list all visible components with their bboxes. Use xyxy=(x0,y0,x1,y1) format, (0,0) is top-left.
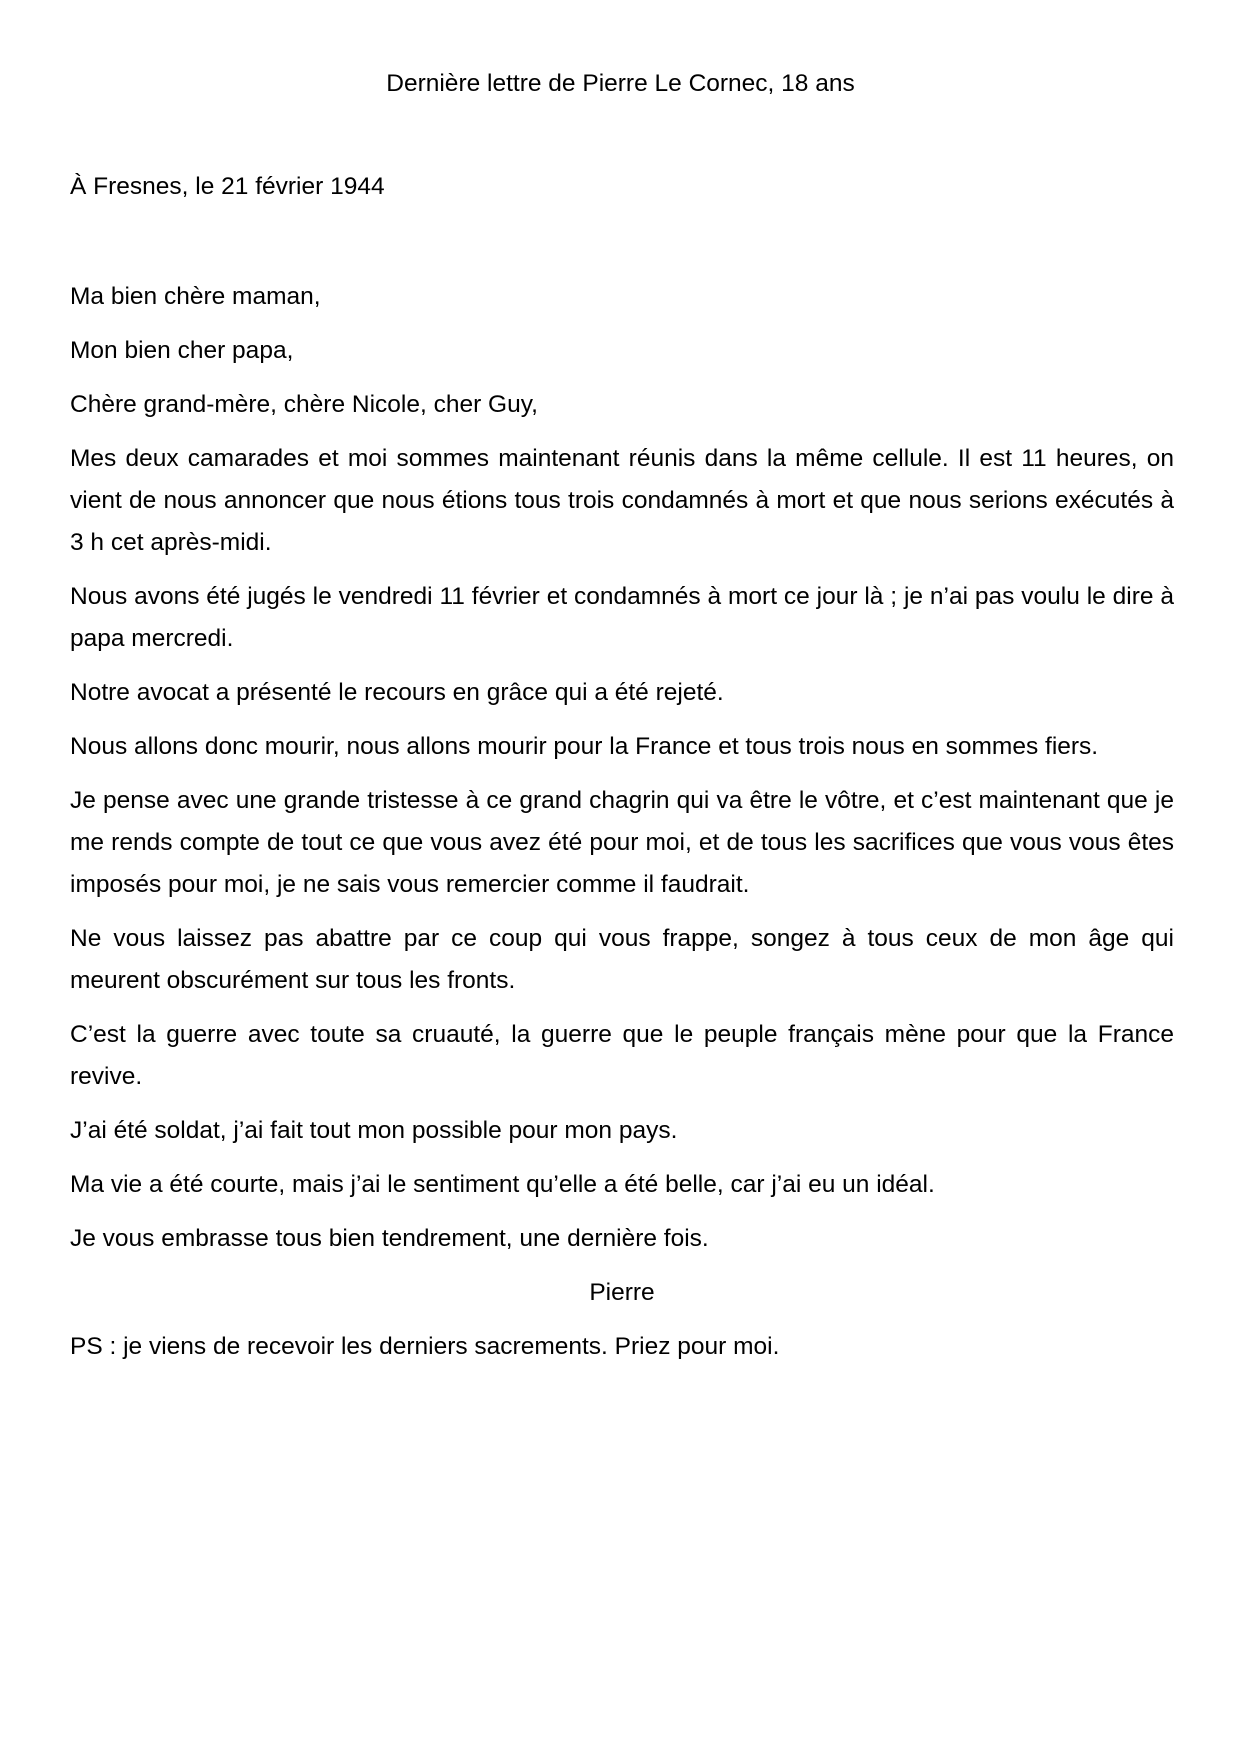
document-title: Dernière lettre de Pierre Le Cornec, 18 ans xyxy=(386,70,855,97)
signature: Pierre xyxy=(589,1279,655,1306)
paragraph: J’ai été soldat, j’ai fait tout mon possible pour mon pays. xyxy=(70,1117,678,1144)
paragraph: Notre avocat a présenté le recours en grâce qui a été rejeté. xyxy=(70,679,724,706)
date-line: À Fresnes, le 21 février 1944 xyxy=(70,173,385,200)
letter-body xyxy=(70,276,1174,1380)
paragraph: C’est la guerre avec toute sa cruauté, la guerre que le peuple français mène pour que la France revive. xyxy=(70,1021,1174,1090)
paragraph: Nous allons donc mourir, nous allons mourir pour la France et tous trois nous en sommes fiers. xyxy=(70,733,1099,760)
salutation: Mon bien cher papa, xyxy=(70,337,294,364)
postscript: PS : je viens de recevoir les derniers sacrements. Priez pour moi. xyxy=(70,1333,780,1360)
paragraph: Je pense avec une grande tristesse à ce grand chagrin qui va être le vôtre, et c’est maintenant que je me rends compte de tout ce que vous avez été pour moi, et de tous les sacrifices que vous vous êtes imposés pour moi, je ne sais vous remercier comme il faudrait. xyxy=(70,787,1174,898)
paragraph: Je vous embrasse tous bien tendrement, une dernière fois. xyxy=(70,1225,709,1252)
paragraph: Ne vous laissez pas abattre par ce coup qui vous frappe, songez à tous ceux de mon âge qui meurent obscurément sur tous les fronts. xyxy=(70,925,1174,994)
paragraph: Nous avons été jugés le vendredi 11 février et condamnés à mort ce jour là ; je n’ai pas voulu le dire à papa mercredi. xyxy=(70,583,1174,652)
paragraph: Mes deux camarades et moi sommes maintenant réunis dans la même cellule. Il est 11 heures, on vient de nous annoncer que nous étions tous trois condamnés à mort et que nous serions exécutés à 3 h cet après-midi. xyxy=(70,445,1174,556)
salutation: Ma bien chère maman, xyxy=(70,283,321,310)
salutation: Chère grand-mère, chère Nicole, cher Guy, xyxy=(70,391,538,418)
paragraph: Ma vie a été courte, mais j’ai le sentiment qu’elle a été belle, car j’ai eu un idéal. xyxy=(70,1171,935,1198)
